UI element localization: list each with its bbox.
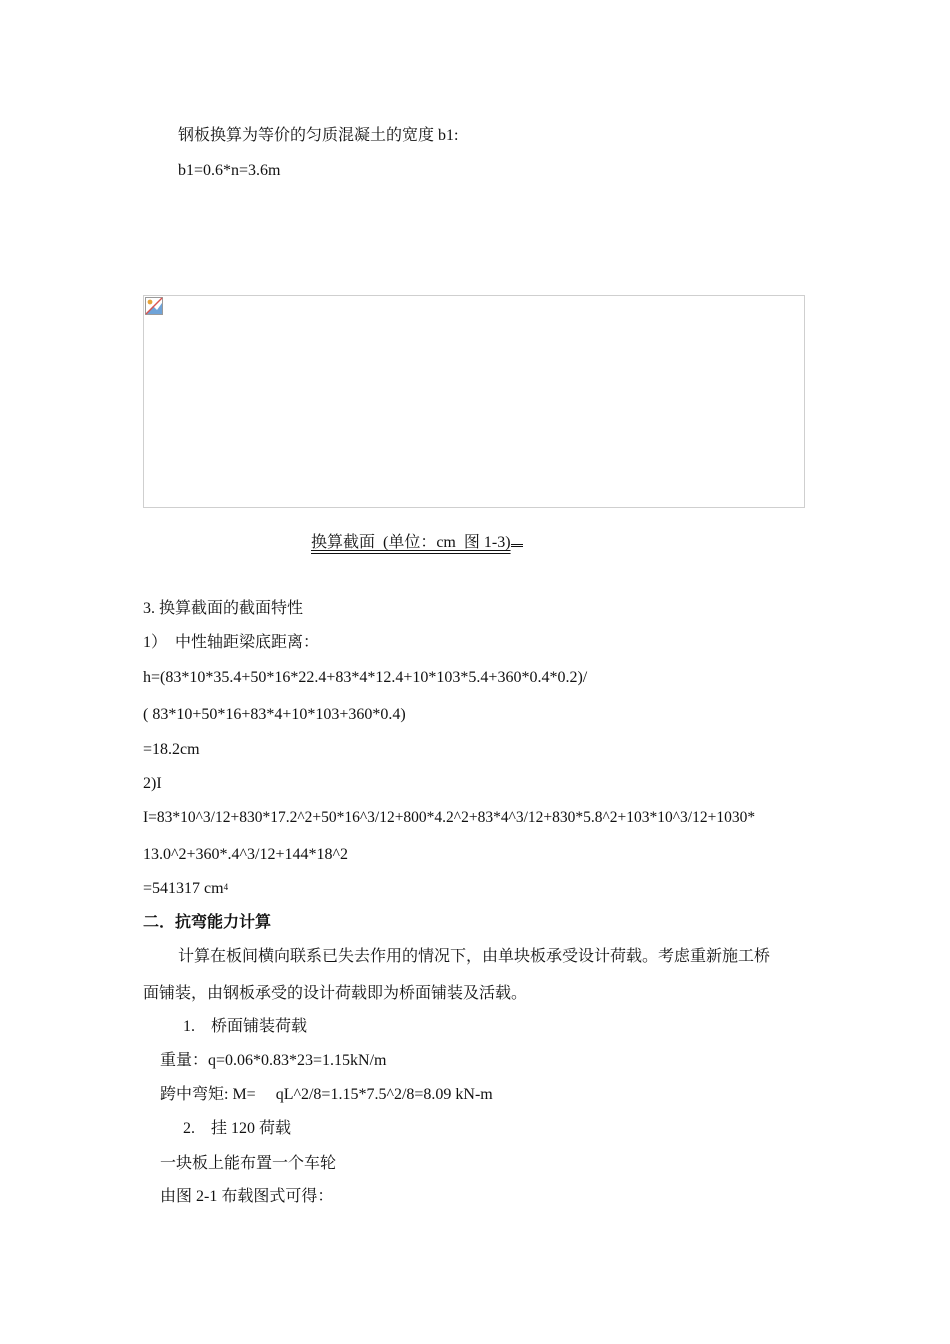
i-result (143, 879, 228, 899)
caption-underline-tail (511, 530, 523, 547)
figure-image-placeholder (143, 295, 805, 508)
i-formula-line1: I=83*10^3/12+830*17.2^2+50*16^3/12+800*4.2^2+83*4^3/12+830*5.8^2+103*10^3/12+1030* (143, 809, 756, 826)
i-formula-line2: 13.0^2+360*.4^3/12+144*18^2 (143, 846, 349, 863)
section3-item2-label: 2)I (143, 775, 162, 792)
intro-line-width: 钢板换算为等价的匀质混凝土的宽度 b1: (178, 127, 459, 144)
sub1-weight: 重量：q=0.06*0.83*23=1.15kN/m (160, 1052, 387, 1069)
figure-caption-text: 换算截面 (单位：cm 图 1-3) (311, 534, 511, 551)
i-result-exponent: 4 (223, 882, 229, 892)
intro-line-b1: b1=0.6*n=3.6m (178, 162, 281, 179)
section3-title: 3. 换算截面的截面特性 (143, 600, 304, 617)
sub1-moment: 跨中弯矩: M= qL^2/8=1.15*7.5^2/8=8.09 kN-m (160, 1086, 493, 1103)
sub1-title: 1. 桥面铺装荷载 (183, 1018, 308, 1035)
figure-caption (311, 530, 523, 553)
h-result: =18.2cm (143, 741, 200, 758)
section-two-title: 二．抗弯能力计算 (143, 914, 272, 931)
section-two-para-line2: 面铺装，由钢板承受的设计荷载即为桥面铺装及活载。 (143, 985, 528, 1002)
sub2-title: 2. 挂 120 荷载 (183, 1120, 292, 1137)
broken-image-icon (145, 297, 163, 315)
h-formula-line1: h=(83*10*35.4+50*16*22.4+83*4*12.4+10*103*5.4+360*0.4*0.2)/ (143, 669, 588, 686)
i-result-value: =541317 cm (143, 880, 224, 897)
sub2-line2: 由图 2-1 布载图式可得： (160, 1188, 334, 1205)
h-formula-line2: ( 83*10+50*16+83*4+10*103+360*0.4) (143, 706, 406, 723)
section3-item1-label: 1） 中性轴距梁底距离： (143, 634, 320, 651)
sub2-line1: 一块板上能布置一个车轮 (160, 1155, 337, 1172)
section-two-para-line1: 计算在板间横向联系已失去作用的情况下，由单块板承受设计荷载。考虑重新施工桥 (178, 948, 771, 965)
